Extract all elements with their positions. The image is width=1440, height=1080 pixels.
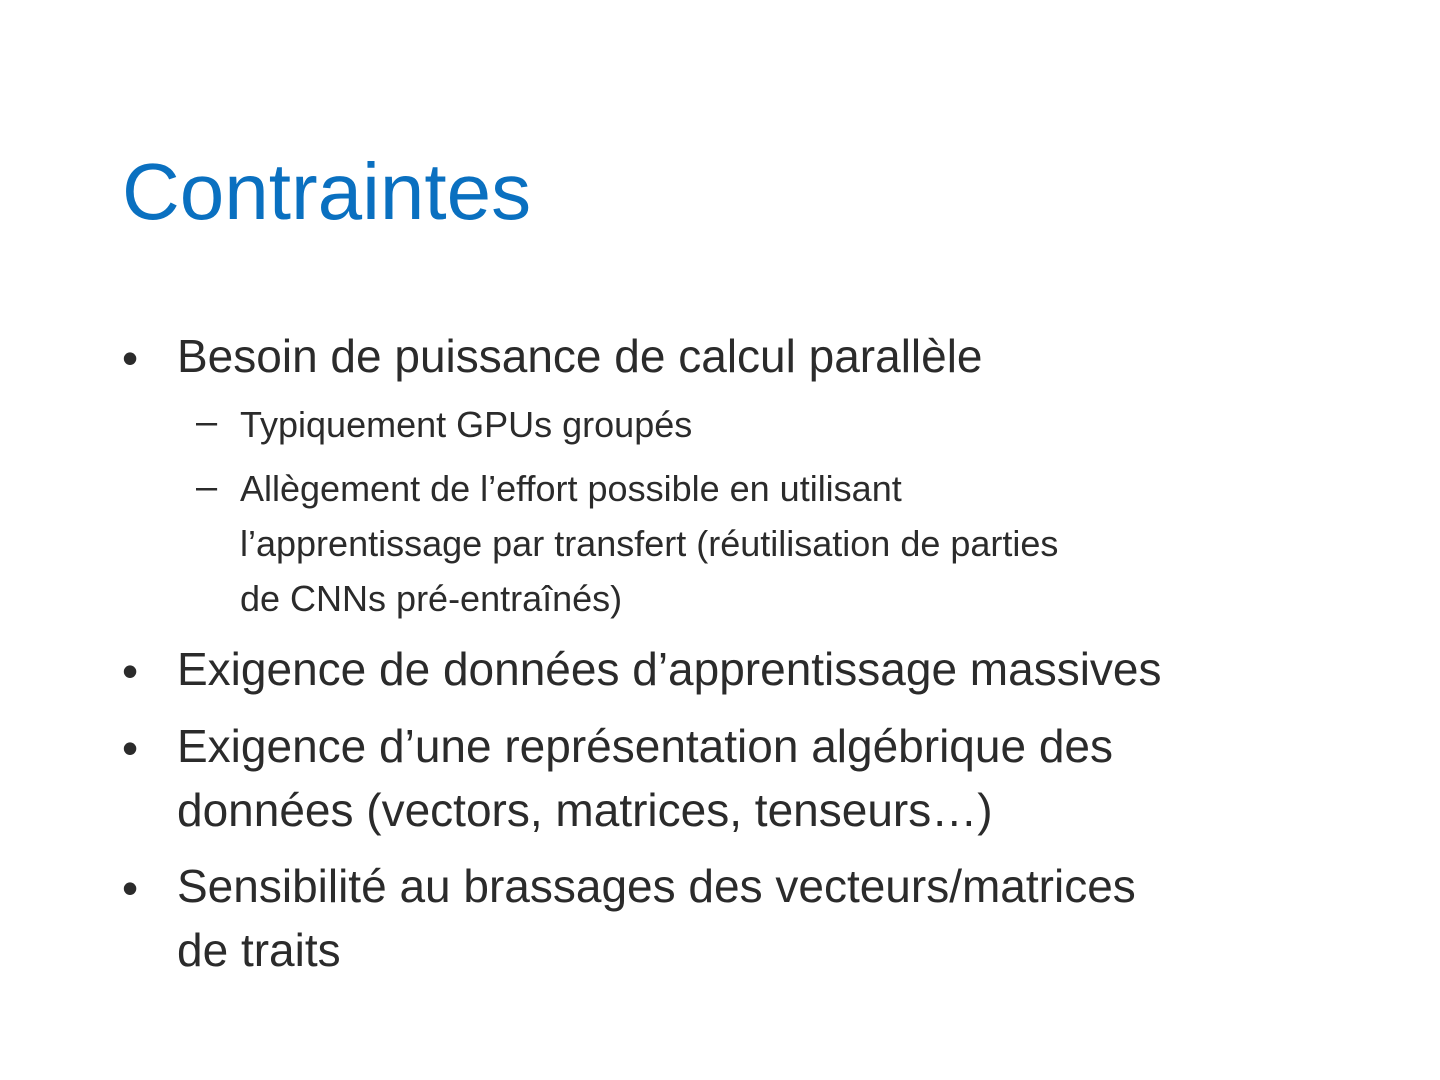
- bullet-text-line: Sensibilité au brassages des vecteurs/matrices: [177, 860, 1136, 912]
- bullet-text-line: données (vectors, matrices, tenseurs…): [177, 784, 993, 836]
- bullet-text-line: de traits: [177, 924, 341, 976]
- sub-bullet-text-line: l’apprentissage par transfert (réutilisation de parties: [240, 523, 1059, 564]
- slide-title: Contraintes: [122, 147, 532, 236]
- bullet-text: Besoin de puissance de calcul parallèle: [177, 330, 983, 382]
- sub-bullet-dash-icon: –: [196, 401, 218, 443]
- bullet-icon: •: [122, 332, 139, 384]
- sub-bullet-text: Typiquement GPUs groupés: [240, 404, 693, 445]
- bullet-text: Exigence de données d’apprentissage massives: [177, 643, 1162, 695]
- sub-bullet-text-line: de CNNs pré-entraînés): [240, 578, 623, 619]
- bullet-icon: •: [122, 722, 139, 774]
- bullet-icon: •: [122, 862, 139, 914]
- bullet-icon: •: [122, 645, 139, 697]
- sub-bullet-text-line: Allègement de l’effort possible en utilisant: [240, 468, 902, 509]
- bullet-text-line: Exigence d’une représentation algébrique des: [177, 720, 1113, 772]
- sub-bullet-dash-icon: –: [196, 466, 218, 508]
